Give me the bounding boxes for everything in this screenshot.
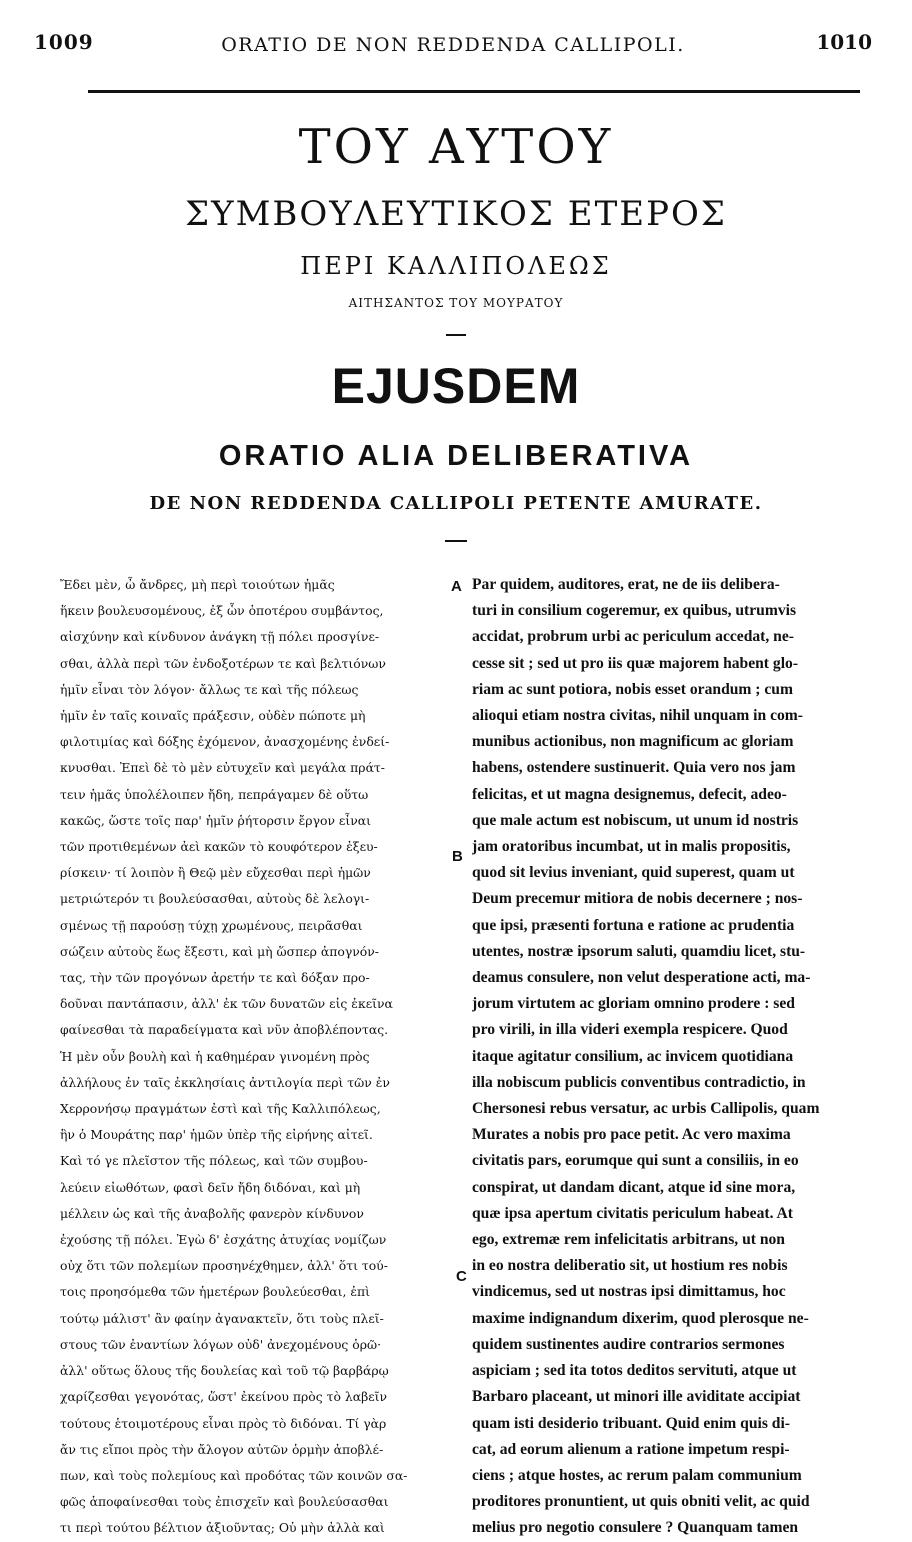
greek-text-line: αἰσχύνην καὶ κίνδυνον ἀνάγκη τῇ πόλει προσγίνε- — [60, 629, 380, 645]
greek-text-line: ἐχούσης τῇ πόλει. Ἐγὼ δ' ἐσχάτης ἀτυχίας νομίζων — [60, 1232, 387, 1248]
page-number-right: 1010 — [816, 30, 872, 54]
greek-text-line: φαίνεσθαι τὰ παραδείγματα καὶ νῦν ἀποβλέποντας. — [60, 1022, 389, 1038]
greek-text-line: ἡμῖν εἶναι τὸν λόγον· ἄλλως τε καὶ τῆς πόλεως — [60, 681, 359, 697]
latin-text-line: que male actum est nobiscum, ut unum id nostris — [472, 811, 799, 829]
greek-text-line: Ἡ μὲν οὖν βουλὴ καὶ ἡ καθημέραν γινομένη πρὸς — [60, 1048, 370, 1064]
latin-text-line: jorum virtutem ac gloriam omnino prodere : sed — [472, 995, 795, 1013]
latin-text-line: turi in consilium cogeremur, ex quibus, utrumvis — [472, 602, 797, 620]
latin-text-line: quod sit levius inveniant, quid superest, quam ut — [472, 864, 795, 882]
greek-text-line: φιλοτιμίας καὶ δόξης ἐχόμενον, ἀνασχομένης ἐνδεί- — [60, 734, 390, 750]
greek-text-line: τας, τὴν τῶν προγόνων ἀρετήν τε καὶ δόξαν προ- — [60, 970, 370, 986]
title-divider — [446, 334, 466, 336]
greek-text-line: ἡμῖν ἐν ταῖς κοιναῖς πράξεσιν, οὐδὲν πώποτε μὴ — [60, 708, 366, 724]
greek-heading-subject: ΠΕΡΙ ΚΑΛΛΙΠΟΛΕΩΣ — [300, 252, 612, 280]
greek-text-line: Καὶ τό γε πλεῖστον τῆς πόλεως, καὶ τῶν συμβου- — [60, 1153, 368, 1169]
latin-text-line: Par quidem, auditores, erat, ne de iis delibera- — [472, 576, 780, 593]
title-block — [0, 118, 912, 542]
greek-text-line: τούτῳ μάλιστ' ἂν φαίην ἀγανακτεῖν, ὅτι τοὺς πλεῖ- — [60, 1310, 384, 1326]
greek-text-line: ἄν τις εἴποι πρὸς τὴν ἄλογον αὐτῶν ὁρμὴν ἀποβλέ- — [60, 1441, 384, 1457]
latin-text-line: conspirat, ut dandam dicant, atque id sine mora, — [472, 1178, 796, 1196]
latin-heading-subject: DE NON REDDENDA CALLIPOLI PETENTE AMURATE. — [149, 493, 763, 514]
latin-text-line: accidat, probrum urbi ac periculum accedat, ne- — [472, 628, 794, 646]
latin-text-line: illa nobiscum publicis conventibus contradictio, in — [472, 1073, 806, 1091]
greek-text-line: ρίσκειν· τί λοιπὸν ἢ Θεῷ μὲν εὔχεσθαι περὶ ἡμῶν — [60, 865, 371, 881]
latin-text-line: civitatis pars, eorumque qui sunt a consiliis, in eo — [472, 1152, 799, 1170]
greek-text-line: κακῶς, ὥστε τοῖς παρ' ἡμῖν ῥήτορσιν ἔργον εἶναι — [60, 812, 371, 828]
latin-text-line: Murates a nobis pro pace petit. Ac vero maxima — [472, 1126, 791, 1144]
greek-text-line: σώζειν αὐτοὺς ἕως ἔξεστι, καὶ μὴ ὥσπερ ἀπογνόν- — [60, 943, 379, 959]
greek-text-line: τοις προησόμεθα τῶν ἡμετέρων βουλεύεσθαι, ἐπὶ — [60, 1284, 371, 1300]
greek-text-line: οὐχ ὅτι τῶν πολεμίων προσηνέχθημεν, ἀλλ' ὅτι τού- — [60, 1258, 388, 1274]
greek-heading-author: ΤΟΥ ΑΥΤΟΥ — [298, 119, 614, 175]
title-divider-lower — [445, 540, 467, 542]
latin-text-line: pro virili, in illa videri exempla respicere. Quod — [472, 1021, 788, 1039]
latin-text-line: utentes, nostræ ipsorum saluti, quamdiu licet, stu- — [472, 942, 806, 960]
latin-heading-author: EJUSDEM — [331, 358, 581, 414]
greek-text-line: τούτους ἑτοιμοτέρους εἶναι πρὸς τὸ διδόναι. Τί γὰρ — [60, 1415, 387, 1431]
greek-text-line: λεύειν εἰωθότων, φασὶ δεῖν ἤδη διδόναι, καὶ μὴ — [60, 1179, 361, 1195]
greek-text-line: ἀλλ' οὕτως ὅλους τῆς δουλείας καὶ τοῦ τῷ βαρβάρῳ — [60, 1363, 389, 1379]
latin-text-line: proditores pronuntient, ut quis obniti velit, ac quid — [472, 1493, 810, 1511]
greek-text-line: τι περὶ τούτου βέλτιον ἀξιοῦντας; Οὐ μὴν ἀλλὰ καὶ — [60, 1520, 385, 1536]
greek-text-line: Χερρονήσῳ πραγμάτων ἐστὶ καὶ τῆς Καλλιπόλεως, — [60, 1101, 381, 1117]
greek-text-line: σθαι, ἀλλὰ περὶ τῶν ἐνδοξοτέρων τε καὶ βελτιόνων — [60, 655, 386, 671]
running-title: ORATIO DE NON REDDENDA CALLIPOLI. — [221, 34, 685, 56]
latin-text-line: felicitas, et ut magna designemus, defecit, adeo- — [472, 785, 787, 803]
greek-text-line: ἀλλήλους ἐν ταῖς ἐκκλησίαις ἀντιλογία περὶ τῶν ἐν — [60, 1074, 390, 1090]
greek-text-line: φῶς ἀποφαίνεσθαι τοὺς ἐπισχεῖν καὶ βουλεύσασθαι — [60, 1494, 389, 1510]
latin-text-line: que ipsi, præsenti fortuna e ratione ac prudentia — [472, 916, 795, 934]
latin-text-line: quæ ipsa apertum civitatis periculum habeat. At — [472, 1204, 793, 1222]
latin-text-line: ego, extremæ rem infelicitatis arbitrans, ut non — [472, 1231, 785, 1249]
greek-text-line: τειν ἡμᾶς ὑπολέλοιπεν ἤδη, πεπράγαμεν δὲ οὕτω — [60, 786, 369, 802]
latin-heading-title: ORATIO ALIA DELIBERATIVA — [218, 440, 694, 472]
latin-text-line: alioqui etiam nostra civitas, nihil unquam in com- — [472, 707, 803, 725]
greek-heading-title: ΣΥΜΒΟΥΛΕΥΤΙΚΟΣ ΕΤΕΡΟΣ — [185, 194, 727, 234]
latin-text-column — [472, 572, 876, 1542]
latin-text-line: Deum precemur mitiora de nobis decernere ; nos- — [472, 890, 803, 908]
latin-text-line: in eo nostra deliberatio sit, ut hostium res nobis — [472, 1257, 788, 1275]
latin-text-line: cesse sit ; sed ut pro iis quæ majorem habent glo- — [472, 654, 799, 672]
greek-text-line: Ἔδει μὲν, ὦ ἄνδρες, μὴ περὶ τοιούτων ἡμᾶς — [60, 577, 335, 592]
greek-heading-occasion: ΑΙΤΗΣΑΝΤΟΣ ΤΟΥ ΜΟΥΡΑΤΟΥ — [348, 296, 564, 310]
greek-text-line: στους τῶν ἐναντίων λόγων οὐδ' ἀνεχομένους ὁρῶ· — [60, 1336, 382, 1352]
section-marker-a: A — [451, 578, 462, 595]
latin-text-line: cat, ad eorum alienum a ratione impetum respi- — [472, 1440, 790, 1458]
latin-text-line: quidem sustinentes audire contrarios sermones — [472, 1335, 785, 1353]
greek-text-line: ἥκειν βουλευσομένους, ἐξ ὧν ὁποτέρου συμβάντος, — [60, 603, 384, 619]
latin-text-line: vindicemus, sed ut nostras ipsi dimittamus, hoc — [472, 1283, 786, 1301]
latin-text-line: itaque agitatur consilium, ac invicem quotidiana — [472, 1047, 794, 1065]
greek-text-line: τῶν προτιθεμένων ἀεὶ κακῶν τὸ κουφότερον ἐξευ- — [60, 839, 378, 855]
latin-text-line: munibus actionibus, non magnificum ac gloriam — [472, 733, 794, 751]
greek-text-line: μέλλειν ὡς καὶ τῆς ἀναβολῆς φανερὸν κίνδυνον — [60, 1205, 364, 1221]
latin-text-line: melius pro negotio consulere ? Quanquam tamen — [472, 1519, 799, 1537]
greek-text-column — [60, 572, 458, 1542]
latin-text-line: ciens ; atque hostes, ac rerum palam communium — [472, 1466, 802, 1484]
greek-text-line: μετριώτερόν τι βουλεύσασθαι, αὐτοὺς δὲ λελογι- — [60, 891, 370, 907]
page-number-left: 1009 — [34, 30, 94, 54]
header-rule — [88, 90, 860, 93]
latin-text-line: jam oratoribus incumbat, ut in malis propositis, — [472, 838, 791, 856]
greek-text-line: κνυσθαι. Ἐπεὶ δὲ τὸ μὲν εὐτυχεῖν καὶ μεγάλα πράτ- — [60, 760, 385, 776]
greek-text-line: ἣν ὁ Μουράτης παρ' ἡμῶν ὑπὲρ τῆς εἰρήνης αἰτεῖ. — [60, 1127, 373, 1143]
latin-text-line: Chersonesi rebus versatur, ac urbis Callipolis, quam — [472, 1100, 820, 1118]
latin-text-line: riam ac sunt potiora, nobis esset orandum ; cum — [472, 680, 793, 698]
section-marker-b: B — [452, 848, 463, 865]
greek-text-line: πων, καὶ τοὺς πολεμίους καὶ προδότας τῶν κοινῶν σα- — [60, 1467, 408, 1483]
latin-text-line: maxime indignandum dixerim, quod plerosque ne- — [472, 1309, 809, 1327]
section-marker-c: C — [456, 1268, 467, 1285]
latin-text-line: aspiciam ; sed ita totos deditos servituti, atque ut — [472, 1362, 797, 1380]
greek-text-line: χαρίζεσθαι γεγονότας, ὥστ' ἐκείνου πρὸς τὸ λαβεῖν — [60, 1389, 388, 1405]
latin-text-line: deamus consulere, non velut desperatione acti, ma- — [472, 969, 811, 987]
running-head — [34, 30, 872, 60]
greek-text-line: δοῦναι παντάπασιν, ἀλλ' ἐκ τῶν δυνατῶν εἰς ἐκεῖνα — [60, 996, 393, 1012]
latin-text-line: quam isti desiderio tribuant. Quid enim quis di- — [472, 1414, 791, 1432]
latin-text-line: Barbaro placeant, ut minori ille aviditate accipiat — [472, 1388, 801, 1406]
latin-text-line: habens, ostendere sustinuerit. Quia vero nos jam — [472, 759, 796, 777]
greek-text-line: σμένως τῇ παρούσῃ τύχῃ χρωμένους, πειρᾶσθαι — [60, 917, 363, 933]
